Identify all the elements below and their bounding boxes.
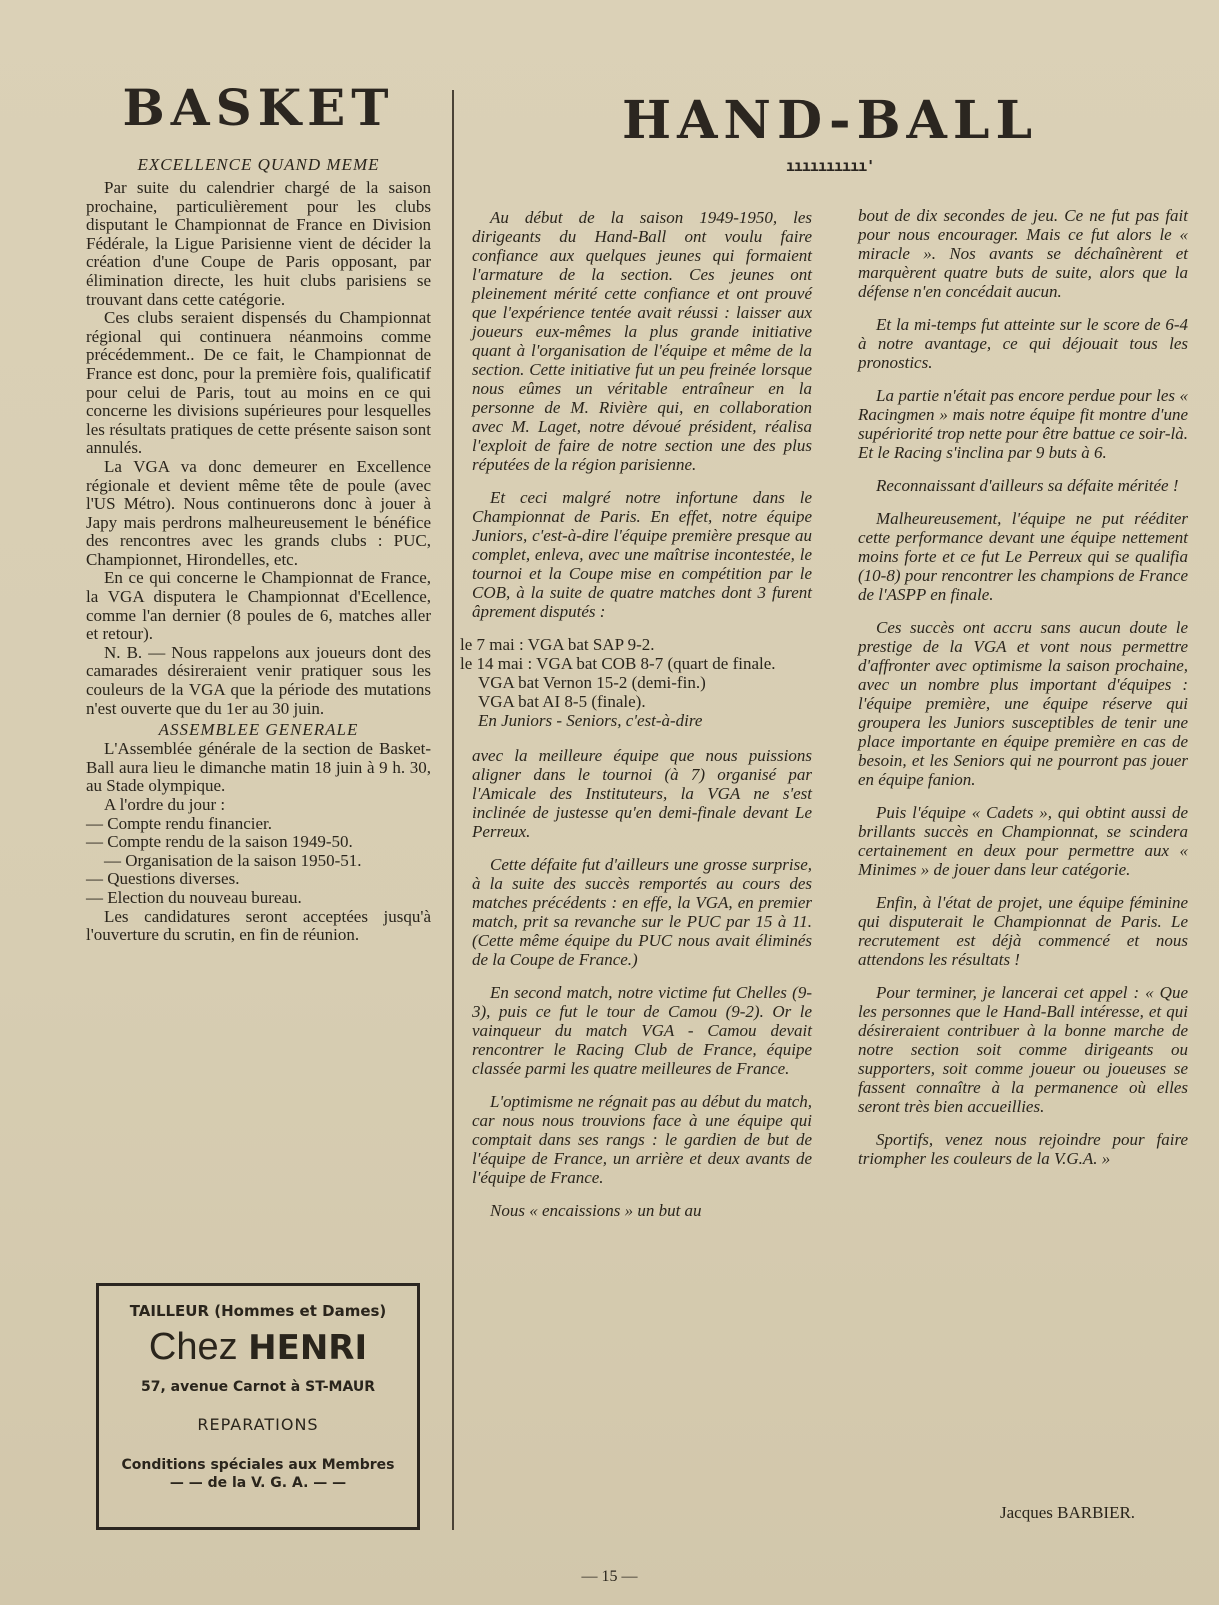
handball-paragraph: En second match, notre victime fut Chelles (9-3), puis ce fut le tour de Camou (9-2). Or le vainqueur du match VGA - Camou devait rencontrer le Racing Club de France, équipe classée parmi les quatre meilleures de France. — [472, 983, 812, 1078]
ad-conditions-line1: Conditions spéciales aux Membres — [121, 1457, 395, 1473]
handball-column-1 — [460, 208, 812, 1234]
handball-paragraph: Malheureusement, l'équipe ne put rééditer cette performance devant une équipe nettement moins forte et ce fut Le Perreux qui se qualifia (10-8) pour rencontrer les champions de France de l'ASPP en finale. — [858, 509, 1188, 604]
agenda-item: — Organisation de la saison 1950-51. — [104, 850, 362, 870]
result-line: le 7 mai : VGA bat SAP 9-2. — [460, 635, 655, 654]
basket-paragraph: En ce qui concerne le Championnat de France, la VGA disputera le Championnat d'Ecellence, comme l'an dernier (8 poules de 6, matches aller et retour). — [86, 568, 431, 644]
handball-paragraph: Pour terminer, je lancerai cet appel : « Que les personnes que le Hand-Ball intéresse, et qui désireraient contribuer à la bonne marche de notre section soit comme dirigeants ou supporters, soit comme joueur ou joueuses se fassent connaître à la permanence où elles seront très bien accueillies. — [858, 983, 1188, 1116]
result-tail: En Juniors - Seniors, c'est-à-dire — [478, 711, 703, 730]
handball-paragraph: avec la meilleure équipe que nous puissions aligner dans le tournoi (à 7) organisé par l'Amicale des Instituteurs, la VGA ne s'est inclinée de justesse qu'en demi-finale devant Le Perreux. — [472, 746, 812, 841]
basket-section — [86, 78, 431, 945]
handball-paragraph: bout de dix secondes de jeu. Ce ne fut pas fait pour nous encourager. Mais ce fut alors le « miracle ». Nos avants se déchaînèrent et marquèrent quatre buts de suite, alors que la défense n'en concédait aucun. — [858, 206, 1188, 301]
handball-title: HAND-BALL — [621, 90, 1039, 151]
match-results — [460, 635, 812, 730]
agenda-item: — Compte rendu financier. — [86, 813, 273, 833]
handball-paragraph: Reconnaissant d'ailleurs sa défaite méritée ! — [876, 476, 1179, 495]
result-line: VGA bat AI 8-5 (finale). — [478, 692, 646, 711]
result-line: le 14 mai : VGA bat COB 8-7 (quart de finale. — [460, 654, 776, 673]
agenda-item: — Compte rendu de la saison 1949-50. — [86, 832, 353, 852]
basket-paragraph: Par suite du calendrier chargé de la saison prochaine, particulièrement pour les clubs disputant le Championnat de France en Division Fédérale, la Ligue Parisienne vient de décider la création d'une Coupe de Paris opposant, par élimination directe, les huit clubs parisiens se trouvant dans cette catégorie. — [86, 178, 431, 309]
handball-paragraph: Cette défaite fut d'ailleurs une grosse surprise, à la suite des succès remportés au cours des matches précédents : en effe, la VGA, en premier match, prit sa revanche sur le PUC par 15 à 11. (Cette même équipe du PUC nous avait éliminés de la Coupe de France.) — [472, 855, 812, 969]
ad-henri: HENRI — [248, 1328, 368, 1368]
assembly-heading: ASSEMBLEE GENERALE — [158, 720, 359, 740]
basket-paragraph: Ces clubs seraient dispensés du Championnat régional qui continuera néanmoins comme précédemment.. De ce fait, le Championnat de France est donc, pour la première fois, qualificatif pour celui de Paris, tout au moins en ce qui concerne les divisions supérieures pour lesquelles les résultats pratiques de cette présente saison sont annulés. — [86, 308, 431, 458]
result-line: VGA bat Vernon 15-2 (demi-fin.) — [478, 673, 706, 692]
agenda-intro: A l'ordre du jour : — [104, 795, 226, 814]
signature: Jacques BARBIER. — [1000, 1503, 1136, 1522]
basket-paragraph: N. B. — Nous rappelons aux joueurs dont des camarades désireraient venir pratiquer sous les couleurs de la VGA que la période des mutations n'est ouverte que du 1er au 30 juin. — [86, 642, 431, 718]
handball-paragraph: L'optimisme ne régnait pas au début du match, car nous nous trouvions face à une équipe qui comptait dans ses rangs : le gardien de but de l'équipe de France, un arrière et deux avants de l'équipe de France. — [472, 1092, 812, 1187]
page-number: — 15 — — [581, 1568, 638, 1585]
handball-paragraph: La partie n'était pas encore perdue pour les « Racingmen » mais notre équipe fit montre d'une supériorité trop nette pour être battue ce soir-là. Et le Racing s'inclina par 9 buts à 6. — [858, 386, 1188, 462]
tailor-advertisement — [96, 1283, 420, 1530]
ad-service: REPARATIONS — [197, 1415, 319, 1434]
agenda-item: — Questions diverses. — [86, 869, 240, 889]
ad-address: 57, avenue Carnot à ST-MAUR — [140, 1379, 375, 1395]
agenda-item: — Election du nouveau bureau. — [86, 887, 302, 907]
handball-paragraph: Enfin, à l'état de projet, une équipe féminine qui disputerait le Championnat de Paris. Le recrutement est déjà commencé et nous attendons les résultats ! — [858, 893, 1188, 969]
handball-paragraph: Au début de la saison 1949-1950, les dirigeants du Hand-Ball ont voulu faire confiance aux quelques jeunes qui formaient l'armature de la section. Ces jeunes ont pleinement mérité cette confiance et ont prouvé que l'expérience tentée avait réussi : laisser aux joueurs eux-mêmes la plus grande initiative quant à l'organisation de l'équipe et même de la section. Cette initiative fut un peu freinée lorsque nous eûmes un véritable entraîneur en la personne de M. Rivière qui, en collaboration avec M. Laget, notre dévoué président, réalisa l'exploit de faire de notre section une des plus réputées de la région parisienne. — [472, 208, 812, 474]
ad-tagline: TAILLEUR (Hommes et Dames) — [129, 1302, 387, 1320]
ad-shop-name — [99, 1326, 417, 1369]
handball-paragraph: Ces succès ont accru sans aucun doute le prestige de la VGA et vont nous permettre d'affronter avec optimisme la saison prochaine, avec un nombre plus important d'équipes : l'équipe première, une équipe réserve qui groupera les Juniors susceptibles de tenir une place importante en équipe première en cas de besoin, et les Seniors qui ne pourront pas jouer en équipe fanion. — [858, 618, 1188, 789]
ad-conditions — [99, 1456, 417, 1492]
handball-column-2 — [858, 206, 1188, 1182]
basket-subhead: EXCELLENCE QUAND MEME — [137, 155, 380, 174]
ad-conditions-line2: — — de la V. G. A. — — — [169, 1475, 347, 1491]
handball-paragraph: Sportifs, venez nous rejoindre pour faire triompher les couleurs de la V.G.A. » — [858, 1130, 1188, 1168]
title-ornament: ıııııııııı' — [785, 157, 875, 175]
column-divider — [452, 90, 454, 1530]
basket-title: BASKET — [122, 78, 395, 137]
handball-paragraph: Et la mi-temps fut atteinte sur le score de 6-4 à notre avantage, ce qui déjouait tous les pronostics. — [858, 315, 1188, 372]
ad-chez: Chez — [148, 1326, 238, 1368]
assembly-text: L'Assemblée générale de la section de Basket-Ball aura lieu le dimanche matin 18 juin à 9 h. 30, au Stade olympique. — [86, 739, 431, 796]
handball-paragraph: Puis l'équipe « Cadets », qui obtint aussi de brillants succès en Championnat, se scindera certainement en deux pour permettre aux « Minimes » de jouer dans leur catégorie. — [858, 803, 1188, 879]
basket-paragraph: La VGA va donc demeurer en Excellence régionale et devient même tête de poule (avec l'US Métro). Nous continuerons donc à jouer à Japy mais perdrons malheureusement le bénéfice des rencontres avec les grands clubs : PUC, Championnet, Hirondelles, etc. — [86, 456, 431, 569]
handball-paragraph: Et ceci malgré notre infortune dans le Championnat de Paris. En effet, notre équipe Juniors, c'est-à-dire l'équipe première presque au complet, enleva, avec une maîtrise incontestée, le tournoi et la Coupe mise en compétition par le COB, à la suite de quatre matches dont 3 furent âprement disputés : — [472, 488, 812, 621]
handball-header — [480, 90, 1180, 175]
basket-closing: Les candidatures seront acceptées jusqu'à l'ouverture du scrutin, en fin de réunion. — [86, 906, 431, 945]
handball-paragraph: Nous « encaissions » un but au — [490, 1201, 702, 1220]
